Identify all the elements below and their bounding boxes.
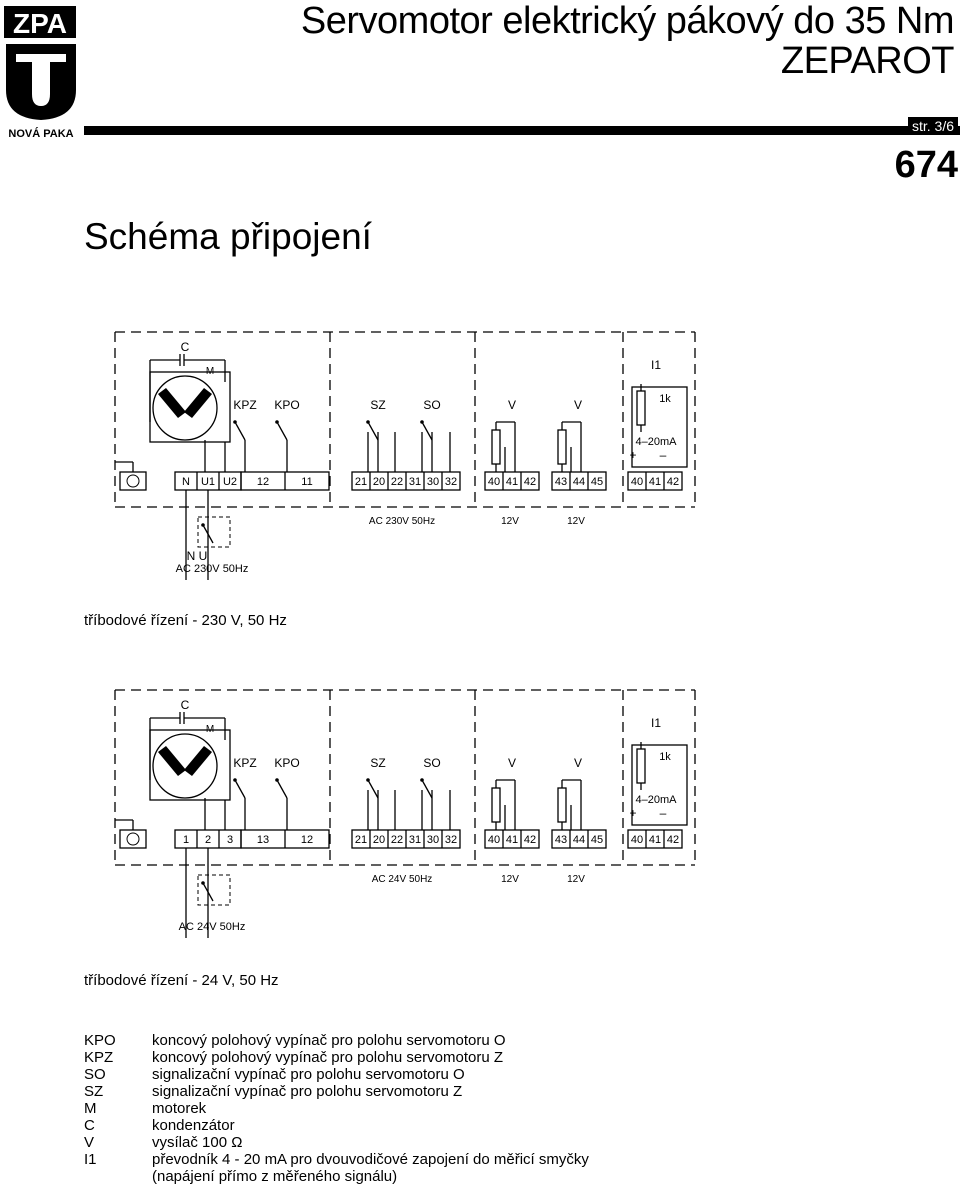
terminal-label: 40 [487, 476, 501, 488]
potentiometer [558, 430, 566, 464]
terminal-label: 20 [372, 476, 386, 488]
motor-symbol [153, 734, 217, 798]
current-label: 4–20mA [635, 794, 677, 806]
terminal-label: 42 [666, 834, 680, 846]
logo-city: NOVÁ PAKA [8, 128, 74, 140]
plus-label: + [629, 448, 637, 462]
wire [422, 422, 432, 440]
terminal-label: 31 [408, 476, 422, 488]
legend-key: C [84, 1117, 95, 1134]
legend-row [84, 1134, 589, 1151]
terminal-label: 41 [505, 476, 519, 488]
external-switch-box [198, 875, 230, 905]
legend-text: signalizační vypínač pro polohu servomotoru O [152, 1066, 465, 1083]
kpz-label: KPZ [233, 398, 257, 412]
terminal-label: 41 [648, 476, 662, 488]
terminal-label: 1 [182, 834, 190, 846]
legend-key [84, 1168, 152, 1185]
ground-icon [127, 475, 139, 487]
wiring-diagram-24v [100, 680, 720, 938]
wire [235, 422, 245, 440]
legend-key: M [84, 1100, 97, 1117]
phase-label: N U [186, 549, 208, 563]
potentiometer [492, 430, 500, 464]
motor-winding [184, 388, 212, 418]
kpo-label: KPO [274, 398, 300, 412]
wire [368, 422, 378, 440]
voltage-label: 12V [567, 874, 585, 885]
terminal-label: 42 [523, 834, 537, 846]
capacitor-label: C [180, 340, 190, 354]
terminal-label: 31 [408, 834, 422, 846]
legend-text: koncový polohový vypínač pro polohu servomotoru Z [152, 1049, 504, 1066]
terminal-label: 42 [666, 476, 680, 488]
page-indicator: str. 3/6 [908, 117, 958, 135]
legend-row [84, 1100, 589, 1117]
terminal-label: 20 [372, 834, 386, 846]
terminal-label: 21 [354, 476, 368, 488]
terminal-label: 3 [226, 834, 234, 846]
document-title: Servomotor elektrický pákový do 35 Nm [300, 0, 954, 42]
wiring-diagram-230v [100, 322, 720, 580]
terminal-label: 45 [590, 476, 604, 488]
bottom-supply-label: AC 24V 50Hz [178, 921, 246, 933]
legend-text: převodník 4 - 20 mA pro dvouvodičové zapojení do měřicí smyčky [152, 1151, 589, 1168]
converter-resistor [637, 749, 645, 783]
so-label: SO [423, 756, 441, 770]
terminal-label: 40 [487, 834, 501, 846]
diagram2-caption: tříbodové řízení - 24 V, 50 Hz [84, 972, 279, 989]
motor-winding [158, 746, 186, 776]
section-title: Schéma připojení [84, 216, 372, 257]
legend-text: (napájení přímo z měřeného signálu) [152, 1168, 398, 1185]
header-rule [84, 126, 960, 135]
minus-label: – [659, 448, 667, 462]
terminal-label: 40 [630, 834, 644, 846]
v-label: V [507, 756, 517, 770]
voltage-label: 12V [501, 516, 519, 527]
legend-text: signalizační vypínač pro polohu servomotoru Z [152, 1083, 463, 1100]
legend [84, 1032, 589, 1185]
supply-label: AC 230V 50Hz [368, 516, 436, 527]
product-name: ZEPAROT [780, 40, 954, 82]
terminal-label: 22 [390, 834, 404, 846]
v-label: V [573, 398, 583, 412]
ground-icon [127, 833, 139, 845]
legend-key: I1 [84, 1151, 97, 1168]
v-label: V [507, 398, 517, 412]
legend-row [84, 1168, 589, 1185]
terminal-label: 40 [630, 476, 644, 488]
terminal-label: 21 [354, 834, 368, 846]
terminal-label: U2 [222, 476, 238, 488]
legend-row [84, 1066, 589, 1083]
terminal-label: 41 [648, 834, 662, 846]
terminal-label: 12 [300, 834, 314, 846]
sz-label: SZ [370, 756, 386, 770]
terminal-label: 12 [256, 476, 270, 488]
motor-winding [158, 388, 186, 418]
legend-key: KPO [84, 1032, 116, 1049]
terminal-label: 44 [572, 476, 586, 488]
terminal-label: 32 [444, 834, 458, 846]
legend-key: SZ [84, 1083, 104, 1100]
i1-label: I1 [650, 716, 662, 730]
legend-key: SO [84, 1066, 106, 1083]
resistor-label: 1k [659, 751, 671, 763]
terminal-label: 42 [523, 476, 537, 488]
plus-label: + [629, 806, 637, 820]
legend-key: V [84, 1134, 95, 1151]
motor-winding [184, 746, 212, 776]
motor-label: M [205, 366, 215, 377]
bottom-supply-label: AC 230V 50Hz [175, 563, 249, 575]
converter-resistor [637, 391, 645, 425]
terminal-label: 13 [256, 834, 270, 846]
voltage-label: 12V [567, 516, 585, 527]
terminal-label: 2 [204, 834, 212, 846]
i1-label: I1 [650, 358, 662, 372]
terminal-label: 30 [426, 476, 440, 488]
legend-key: KPZ [84, 1049, 114, 1066]
legend-text: koncový polohový vypínač pro polohu servomotoru O [152, 1032, 506, 1049]
voltage-label: 12V [501, 874, 519, 885]
terminal-label: U1 [200, 476, 216, 488]
potentiometer [558, 788, 566, 822]
document-number: 674 [894, 144, 958, 186]
terminal-label: 11 [301, 476, 313, 488]
legend-row [84, 1117, 589, 1134]
zpa-logo [2, 2, 82, 140]
terminal-label: 32 [444, 476, 458, 488]
wire [422, 780, 432, 798]
logo-text: ZPA [13, 8, 67, 39]
legend-text: vysílač 100 Ω [152, 1134, 243, 1151]
capacitor-label: C [180, 698, 190, 712]
wire [368, 780, 378, 798]
terminal-label: 45 [590, 834, 604, 846]
motor-symbol [153, 376, 217, 440]
legend-text: kondenzátor [152, 1117, 235, 1134]
legend-row [84, 1083, 589, 1100]
diagram1-caption: tříbodové řízení - 230 V, 50 Hz [84, 612, 287, 629]
legend-row [84, 1049, 589, 1066]
supply-label: AC 24V 50Hz [371, 874, 433, 885]
legend-row [84, 1151, 589, 1168]
resistor-label: 1k [659, 393, 671, 405]
wire [235, 780, 245, 798]
terminal-label: 22 [390, 476, 404, 488]
potentiometer [492, 788, 500, 822]
terminal-label: 44 [572, 834, 586, 846]
terminal-label: 43 [554, 476, 568, 488]
kpz-label: KPZ [233, 756, 257, 770]
wire [277, 422, 287, 440]
v-label: V [573, 756, 583, 770]
legend-text: motorek [152, 1100, 207, 1117]
terminal-label: 43 [554, 834, 568, 846]
terminal-label: N [182, 476, 190, 488]
terminal-label: 41 [505, 834, 519, 846]
sz-label: SZ [370, 398, 386, 412]
minus-label: – [659, 806, 667, 820]
external-switch-box [198, 517, 230, 547]
legend-row [84, 1032, 589, 1049]
kpo-label: KPO [274, 756, 300, 770]
wire [277, 780, 287, 798]
current-label: 4–20mA [635, 436, 677, 448]
terminal-label: 30 [426, 834, 440, 846]
so-label: SO [423, 398, 441, 412]
motor-label: M [205, 724, 215, 735]
